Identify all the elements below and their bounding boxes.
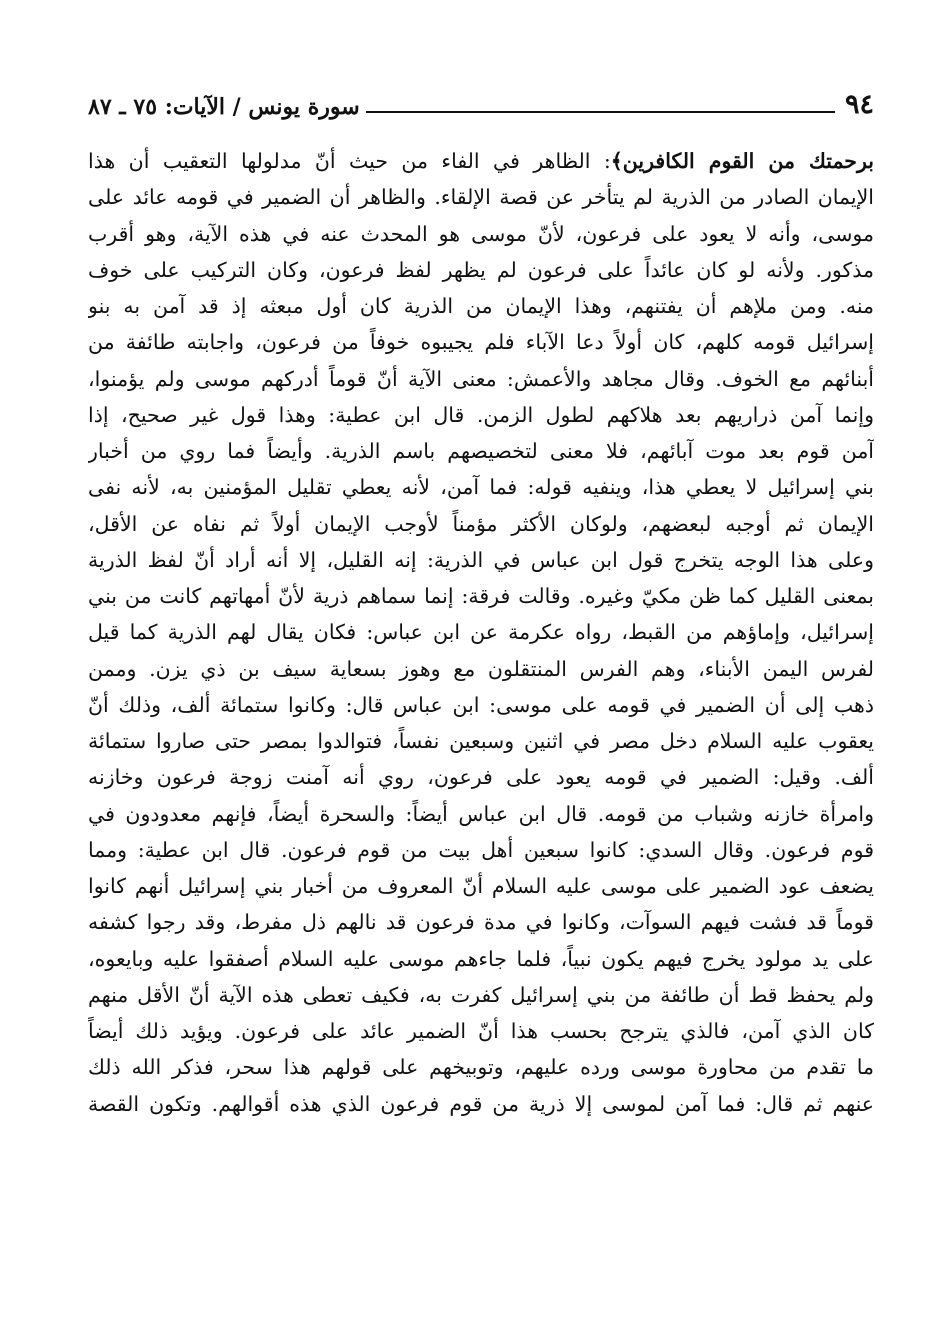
text-line: يضعف عود الضمير على موسى عليه السلام أنّ المعروف من أخبار بني إسرائيل أنهم كانوا bbox=[88, 874, 874, 898]
text-line: ألف. وقيل: الضمير في قومه يعود على فرعون، روي أنه آمنت زوجة فرعون وخازنه bbox=[88, 765, 874, 790]
text-line: أبنائهم مع الخوف. وقال مجاهد والأعمش: معنى الآية أنّ قوماً أدركهم موسى ولم يؤمنوا، bbox=[88, 366, 874, 391]
text-line: عنهم ثم قال: فما آمن لموسى إلا ذرية من قوم فرعون الذي هذه أقوالهم. وتكون القصة bbox=[88, 1091, 874, 1116]
first-line-rest: : الظاهر في الفاء من حيث أنّ مدلولها التعقيب أن هذا bbox=[88, 149, 611, 173]
page-header bbox=[88, 82, 874, 118]
text-line: قوم فرعون. وقال السدي: كانوا سبعين أهل بيت من قوم فرعون. قال ابن عطية: ومما bbox=[88, 837, 874, 862]
text-line bbox=[88, 143, 874, 179]
text-line: ولم يحفظ قط أن طائفة من بني إسرائيل كفرت به، فكيف تعطى هذه الآية أنّ الأقل منهم bbox=[88, 982, 874, 1007]
text-line: إسرائيل، وإماؤهم من القبط، رواه عكرمة عن ابن عباس: فكان يقال لهم الذرية كما قيل bbox=[88, 620, 874, 645]
text-line: إسرائيل قومه كلهم، كان أولاً دعا الآباء فلم يجيبوه خوفاً من فرعون، واجابته طائفة من bbox=[88, 330, 874, 355]
text-line: مذكور. ولأنه لو كان عائداً على فرعون لم يظهر لفظ فرعون، وكان التركيب على خوف bbox=[88, 257, 874, 282]
text-line: الإيمان ثم أوجبه لبعضهم، ولوكان الأكثر مؤمناً لأوجب الإيمان أولاً ثم نفاه عن الأقل، bbox=[88, 511, 874, 536]
text-line: بني إسرائيل لا يعطي هذا، وينفيه قوله: فما آمن، لأنه يعطي تقليل المؤمنين به، لأنه نفى bbox=[88, 475, 874, 500]
body-text bbox=[88, 143, 874, 1122]
text-line: منه. ومن ملإهم أن يفتنهم، وهذا الإيمان من الذرية كان أول مبعثه إذ قد آمن به بنو bbox=[88, 294, 874, 318]
text-line: وإنما آمن ذراريهم بعد هلاكهم لطول الزمن. قال ابن عطية: وهذا قول غير صحيح، إذا bbox=[88, 402, 874, 427]
text-line: موسى، وأنه لا يعود على فرعون، لأنّ موسى هو المحدث عنه في هذه الآية، وهو أقرب bbox=[88, 221, 874, 246]
running-title: سورة يونس / الآيات: ٧٥ ـ ٨٧ bbox=[88, 94, 360, 120]
text-line: وامرأة خازنه وشباب من قومه. قال ابن عباس أيضاً: والسحرة أيضاً، فإنهم معدودون في bbox=[88, 801, 874, 826]
text-line: لفرس اليمن الأبناء، وهم الفرس المنتقلون مع وهوز بسعاية سيف بن ذي يزن. وممن bbox=[88, 656, 874, 681]
text-line: ما تقدم من محاورة موسى ورده عليهم، وتوبيخهم على قولهم هذا سحر، فذكر الله ذلك bbox=[88, 1055, 874, 1080]
text-line: بمعنى القليل كما ظن مكيّ وغيره. وقالت فرقة: إنما سماهم ذرية لأنّ أمهاتهم كانت من بني bbox=[88, 584, 874, 608]
text-line: كان الذي آمن، فالذي يترجح بحسب هذا أنّ الضمير عائد على فرعون. ويؤيد ذلك أيضاً bbox=[88, 1019, 874, 1043]
text-line: الإيمان الصادر من الذرية لم يتأخر عن قصة الإلقاء. والظاهر أن الضمير في قومه عائد على bbox=[88, 185, 874, 210]
text-line: قوماً قد فشت فيهم السوآت، وكانوا في مدة فرعون قد نالهم ذل مفرط، وقد رجوا كشفه bbox=[88, 910, 874, 935]
text-line: آمن قوم بعد موت آبائهم، فلا معنى لتخصيصهم باسم الذرية. وأيضاً فما روي من أخبار bbox=[88, 439, 874, 463]
text-line: يعقوب عليه السلام دخل مصر في اثنين وسبعين نفساً، فتوالدوا بمصر حتى صاروا ستمائة bbox=[88, 729, 874, 753]
lead-phrase: برحمتك من القوم الكافرين﴾ bbox=[610, 149, 874, 173]
header-rule bbox=[366, 111, 835, 113]
text-line: على يد مولود يخرج فيهم يكون نبياً، فلما جاءهم موسى عليه السلام أصفقوا عليه وبايعوه، bbox=[88, 946, 874, 971]
page-number: ٩٤ bbox=[844, 89, 874, 120]
text-line: وعلى هذا الوجه يتخرج قول ابن عباس في الذرية: إنه القليل، إلا أنه أراد أنّ لفظ الذرية bbox=[88, 547, 874, 572]
text-line: ذهب إلى أن الضمير في قومه على موسى: ابن عباس قال: وكانوا ستمائة ألف، وذلك أنّ bbox=[88, 692, 874, 717]
